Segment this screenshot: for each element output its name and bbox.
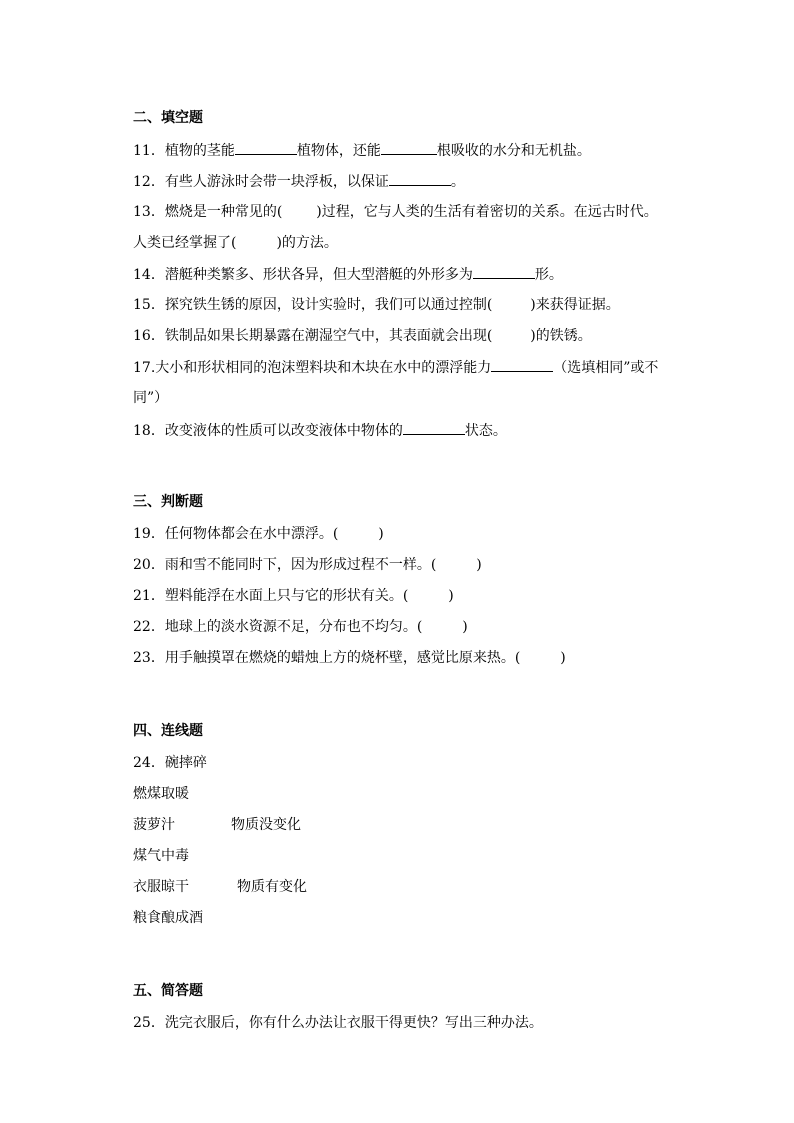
q18-blank[interactable]: [403, 420, 465, 435]
q11-blank-1[interactable]: [235, 140, 297, 155]
q19-text-b: ): [378, 526, 384, 542]
question-11: [133, 140, 591, 161]
q18-text-a: 18．改变液体的性质可以改变液体中物体的: [133, 423, 403, 439]
match-left-item[interactable]: 衣服晾干: [133, 879, 189, 895]
match-right-item[interactable]: 物质有变化: [237, 879, 307, 895]
question-17-cont: [133, 388, 168, 408]
q19-text-a: 19．任何物体都会在水中漂浮。(: [133, 526, 339, 542]
q11-text-c: 根吸收的水分和无机盐。: [436, 143, 591, 159]
question-22: [133, 617, 468, 637]
match-left-item[interactable]: 粮食酿成酒: [133, 910, 203, 926]
q22-text-b: ): [462, 619, 468, 635]
q21-text-b: ): [448, 588, 454, 604]
q16-text-a: 16．铁制品如果长期暴露在潮湿空气中，其表面就会出现(: [133, 328, 493, 344]
q20-text-a: 20．雨和雪不能同时下，因为形成过程不一样。(: [133, 557, 437, 573]
q11-blank-2[interactable]: [381, 140, 437, 155]
q16-text-b: )的铁锈。: [530, 328, 592, 344]
question-16: [133, 326, 592, 346]
q17-text-c: 同”）: [133, 390, 169, 406]
q17-text-a: 17.大小和形状相同的泡沫塑料块和木块在水中的漂浮能力: [133, 360, 492, 376]
q14-text-b: 形。: [534, 267, 563, 283]
question-13: [133, 202, 658, 222]
section-heading-fill-in: 二、填空题: [133, 110, 203, 126]
q21-text-a: 21．塑料能浮在水面上只与它的形状有关。(: [133, 588, 409, 604]
question-24: 24．碗摔碎: [133, 755, 207, 771]
q12-text-b: 。: [450, 174, 465, 190]
q23-text-b: ): [560, 650, 566, 666]
q15-text-a: 15．探究铁生锈的原因，设计实验时，我们可以通过控制(: [133, 297, 493, 313]
q23-text-a: 23．用手触摸罩在燃烧的蜡烛上方的烧杯壁，感觉比原来热。(: [133, 650, 521, 666]
question-14: [133, 264, 563, 285]
q13-text-b: )过程，它与人类的生活有着密切的关系。在远古时代。: [316, 204, 658, 220]
q14-blank[interactable]: [473, 264, 535, 279]
match-right-item[interactable]: 物质没变化: [231, 817, 301, 833]
q13-text-a: 13．燃烧是一种常见的(: [133, 204, 283, 220]
q13-text-c: 人类已经掌握了(: [133, 235, 237, 251]
question-12: [133, 171, 465, 192]
q15-text-b: )来获得证据。: [530, 297, 620, 313]
q22-text-a: 22．地球上的淡水资源不足，分布也不均匀。(: [133, 619, 423, 635]
match-left-item[interactable]: 菠萝汁: [133, 817, 175, 833]
question-15: [133, 295, 620, 315]
section-heading-short-answer: 五、简答题: [133, 983, 203, 999]
match-left-item[interactable]: 燃煤取暖: [133, 786, 189, 802]
q20-text-b: ): [476, 557, 482, 573]
q11-text-b: 植物体，还能: [296, 143, 381, 159]
q14-text-a: 14．潜艇种类繁多、形状各异，但大型潜艇的外形多为: [133, 267, 473, 283]
q12-text-a: 12．有些人游泳时会带一块浮板，以保证: [133, 174, 389, 190]
q12-blank[interactable]: [389, 171, 451, 186]
question-25: 25．洗完衣服后，你有什么办法让衣服干得更快？写出三种办法。: [133, 1015, 543, 1031]
q11-text-a: 11．植物的茎能: [133, 143, 235, 159]
section-heading-matching: 四、连线题: [133, 723, 203, 739]
question-21: [133, 586, 454, 606]
section-heading-true-false: 三、判断题: [133, 494, 203, 510]
q18-text-b: 状态。: [464, 423, 507, 439]
q13-text-d: )的方法。: [276, 235, 338, 251]
question-19: [133, 524, 384, 544]
q17-text-b: （选填相同”或不: [553, 360, 659, 376]
q17-blank[interactable]: [491, 357, 553, 372]
question-13-cont: [133, 233, 338, 253]
question-20: [133, 555, 482, 575]
question-23: [133, 648, 566, 668]
question-18: [133, 420, 507, 441]
question-17: [133, 357, 658, 378]
match-left-item[interactable]: 煤气中毒: [133, 848, 189, 864]
